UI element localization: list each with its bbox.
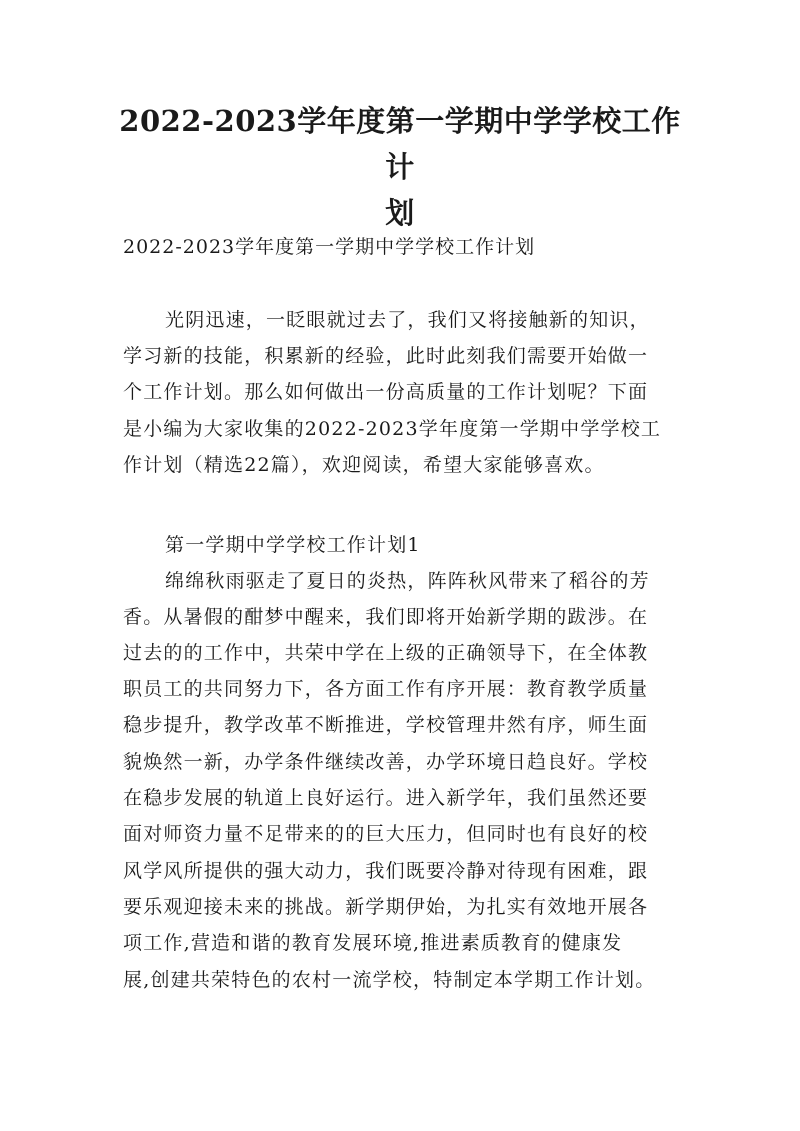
intro-line: 是小编为大家收集的2022-2023学年度第一学期中学学校工 <box>123 418 662 440</box>
body-line: 稳步提升，教学改革不断推进，学校管理井然有序，师生面 <box>123 714 649 736</box>
intro-line: 光阴迅速，一眨眼就过去了，我们又将接触新的知识， <box>165 309 650 331</box>
body-line: 风学风所提供的强大动力，我们既要冷静对待现有困难，跟 <box>123 860 649 882</box>
body-line: 要乐观迎接未来的挑战。新学期伊始，为扎实有效地开展各 <box>123 896 649 918</box>
intro-line: 作计划（精选22篇），欢迎阅读，希望大家能够喜欢。 <box>123 454 605 476</box>
body-line: 过去的的工作中，共荣中学在上级的正确领导下，在全体教 <box>123 642 649 664</box>
body-line: 展,创建共荣特色的农村一流学校，特制定本学期工作计划。 <box>123 969 656 991</box>
title-line-1: 2022-2023学年度第一学期中学学校工作计 <box>119 104 681 184</box>
body-line: 绵绵秋雨驱走了夏日的炎热，阵阵秋风带来了稻谷的芳 <box>165 570 650 592</box>
body-line: 貌焕然一新，办学条件继续改善，办学环境日趋良好。学校 <box>123 751 649 773</box>
body-line: 项工作,营造和谐的教育发展环境,推进素质教育的健康发 <box>123 932 623 954</box>
body-line: 香。从暑假的酣梦中醒来，我们即将开始新学期的跋涉。在 <box>123 606 649 628</box>
body-line: 在稳步发展的轨道上良好运行。进入新学年，我们虽然还要 <box>123 787 649 809</box>
body-line: 面对师资力量不足带来的的巨大压力，但同时也有良好的校 <box>123 823 649 845</box>
document-title <box>110 98 690 236</box>
intro-line: 个工作计划。那么如何做出一份高质量的工作计划呢？下面 <box>123 381 649 403</box>
intro-line: 学习新的技能，积累新的经验，此时此刻我们需要开始做一 <box>123 345 649 367</box>
section-heading: 第一学期中学学校工作计划1 <box>165 534 421 556</box>
document-subtitle: 2022-2023学年度第一学期中学学校工作计划 <box>123 236 536 258</box>
body-line: 职员工的共同努力下，各方面工作有序开展：教育教学质量 <box>123 678 649 700</box>
title-line-2: 划 <box>385 196 415 230</box>
